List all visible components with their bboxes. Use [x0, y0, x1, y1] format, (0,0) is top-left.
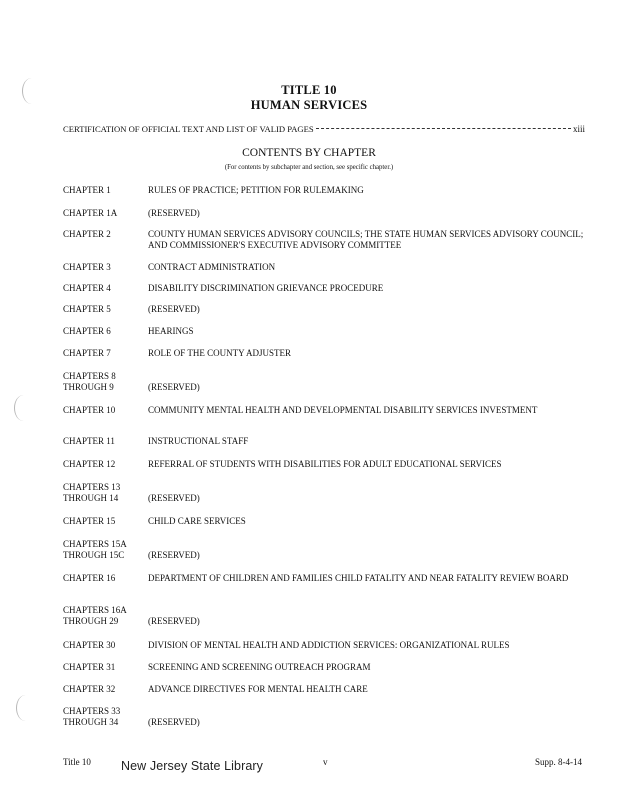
- certification-line: [63, 124, 585, 134]
- chapter-number: CHAPTER 11: [63, 436, 115, 446]
- chapter-number: CHAPTER 10: [63, 405, 116, 415]
- chapter-number: CHAPTER 30: [63, 640, 116, 650]
- chapter-title: (RESERVED): [148, 208, 200, 218]
- library-stamp: New Jersey State Library: [121, 758, 264, 774]
- title-line-2: HUMAN SERVICES: [250, 98, 368, 112]
- certification-label: CERTIFICATION OF OFFICIAL TEXT AND LIST OF VALID PAGES: [63, 124, 314, 134]
- chapter-range-end: THROUGH 14: [63, 493, 119, 503]
- chapter-title: ROLE OF THE COUNTY ADJUSTER: [148, 348, 292, 358]
- chapter-number: CHAPTER 4: [63, 283, 111, 293]
- chapter-title: INSTRUCTIONAL STAFF: [148, 436, 249, 446]
- chapter-title: (RESERVED): [148, 616, 200, 626]
- chapter-title: (RESERVED): [148, 550, 200, 560]
- chapter-number: CHAPTER 6: [63, 326, 111, 336]
- chapter-number: CHAPTER 7: [63, 348, 111, 358]
- punch-hole-mark-bottom: [16, 695, 35, 721]
- certification-page: xiii: [572, 124, 585, 134]
- chapter-number: CHAPTER 1: [63, 185, 111, 195]
- page-number: v: [323, 757, 328, 767]
- chapter-range-end: THROUGH 34: [63, 717, 119, 727]
- chapter-title: DIVISION OF MENTAL HEALTH AND ADDICTION SERVICES: ORGANIZATIONAL RULES: [148, 640, 510, 650]
- chapter-range-end: THROUGH 9: [63, 382, 114, 392]
- chapter-title: (RESERVED): [148, 304, 200, 314]
- chapter-number: CHAPTER 1A: [63, 208, 118, 218]
- chapter-title: ADVANCE DIRECTIVES FOR MENTAL HEALTH CARE: [148, 684, 368, 694]
- chapter-title: CHILD CARE SERVICES: [148, 516, 246, 526]
- chapter-number: CHAPTERS 33: [63, 706, 121, 716]
- chapter-title: HEARINGS: [148, 326, 194, 336]
- chapter-title: DISABILITY DISCRIMINATION GRIEVANCE PROCEDURE: [148, 283, 384, 293]
- chapter-number: CHAPTER 12: [63, 459, 116, 469]
- leader-dashes: [316, 128, 571, 129]
- chapter-title: COUNTY HUMAN SERVICES ADVISORY COUNCILS; THE STATE HUMAN SERVICES ADVISORY COUNCIL; AND COMMISSIONER'S EXECUTIVE ADVISORY COMMITTEE: [148, 229, 584, 250]
- chapter-number: CHAPTERS 15A: [63, 539, 127, 549]
- chapter-number: CHAPTER 32: [63, 684, 116, 694]
- chapter-number: CHAPTERS 13: [63, 482, 121, 492]
- chapter-title: COMMUNITY MENTAL HEALTH AND DEVELOPMENTAL DISABILITY SERVICES INVESTMENT: [148, 405, 538, 415]
- chapter-title: (RESERVED): [148, 382, 200, 392]
- chapter-title: (RESERVED): [148, 493, 200, 503]
- contents-note: (For contents by subchapter and section, see specific chapter.): [224, 164, 394, 171]
- title-line-1: TITLE 10: [281, 83, 337, 97]
- chapter-number: CHAPTER 5: [63, 304, 111, 314]
- chapter-number: CHAPTER 16: [63, 573, 116, 583]
- supplement-date: Supp. 8-4-14: [535, 757, 582, 767]
- chapter-number: CHAPTER 2: [63, 229, 111, 239]
- chapter-title: (RESERVED): [148, 717, 200, 727]
- chapter-number: CHAPTER 15: [63, 516, 116, 526]
- chapter-number: CHAPTERS 16A: [63, 605, 127, 615]
- chapter-range-end: THROUGH 29: [63, 616, 119, 626]
- chapter-title: CONTRACT ADMINISTRATION: [148, 262, 276, 272]
- chapter-number: CHAPTER 3: [63, 262, 111, 272]
- chapter-title: SCREENING AND SCREENING OUTREACH PROGRAM: [148, 662, 371, 672]
- chapter-title: RULES OF PRACTICE; PETITION FOR RULEMAKING: [148, 185, 364, 195]
- chapter-title: REFERRAL OF STUDENTS WITH DISABILITIES FOR ADULT EDUCATIONAL SERVICES: [148, 459, 502, 469]
- chapter-number: CHAPTERS 8: [63, 371, 116, 381]
- chapter-title: DEPARTMENT OF CHILDREN AND FAMILIES CHILD FATALITY AND NEAR FATALITY REVIEW BOARD: [148, 573, 569, 583]
- chapter-range-end: THROUGH 15C: [63, 550, 125, 560]
- chapter-number: CHAPTER 31: [63, 662, 116, 672]
- footer-title: Title 10: [63, 757, 91, 767]
- contents-heading: CONTENTS BY CHAPTER: [242, 147, 376, 159]
- punch-hole-mark-middle: [14, 395, 33, 421]
